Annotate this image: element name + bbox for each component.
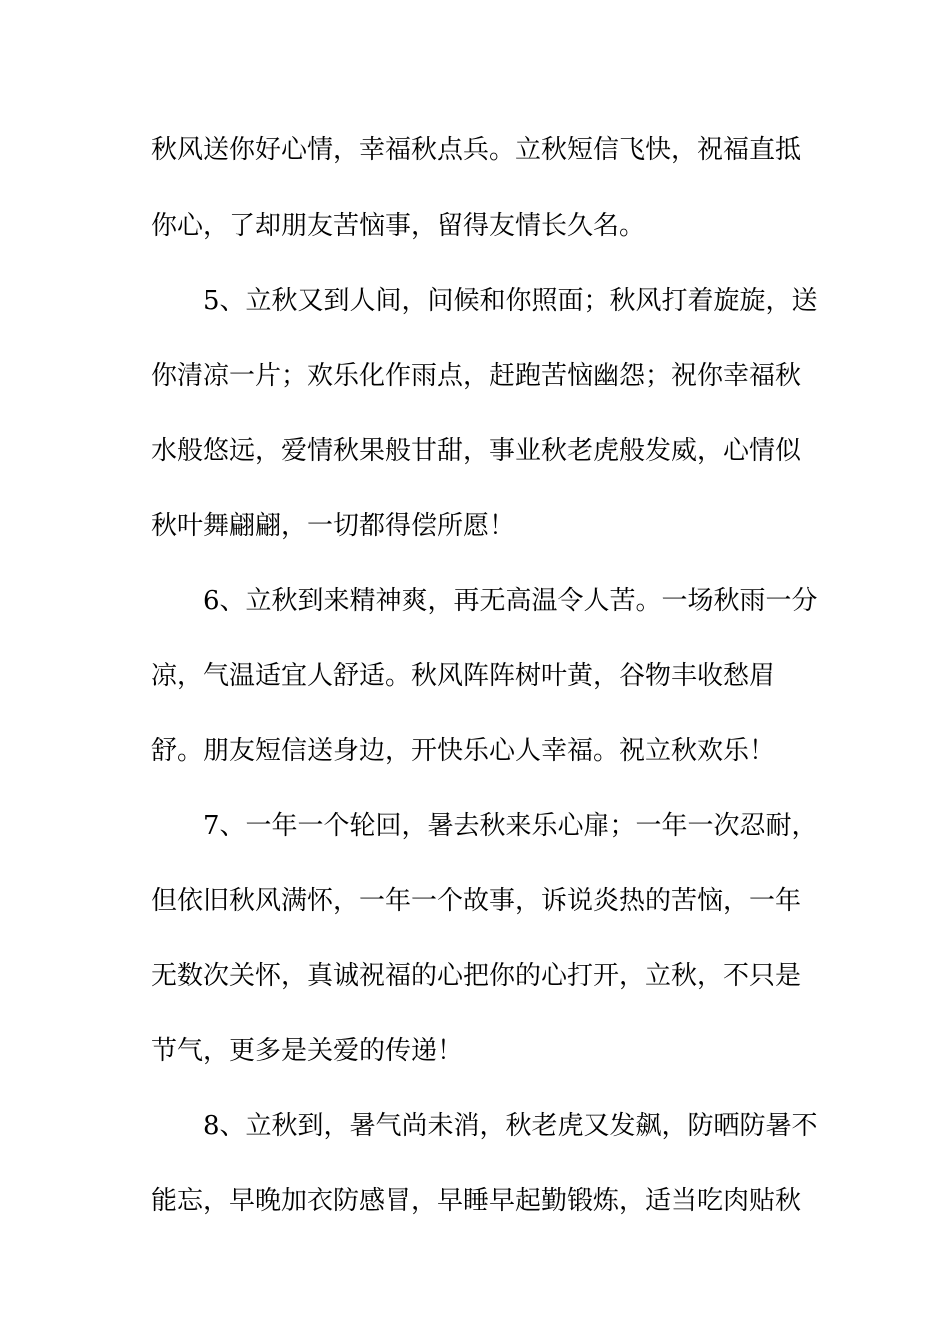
text-line: 舒。朋友短信送身边，开快乐心人幸福。祝立秋欢乐！	[151, 736, 776, 766]
paragraph-8-start: 8、立秋到，暑气尚未消，秋老虎又发飙，防晒防暑不	[203, 1111, 818, 1141]
text-line: 节气，更多是关爱的传递！	[151, 1036, 464, 1066]
text-line: 你心，了却朋友苦恼事，留得友情长久名。	[151, 211, 646, 241]
paragraph-7-start: 7、一年一个轮回，暑去秋来乐心扉；一年一次忍耐，	[203, 811, 818, 841]
paragraph-6-start: 6、立秋到来精神爽，再无高温令人苦。一场秋雨一分	[203, 586, 818, 616]
paragraph-5-start: 5、立秋又到人间，问候和你照面；秋风打着旋旋，送	[203, 286, 818, 316]
text-line: 秋风送你好心情，幸福秋点兵。立秋短信飞快，祝福直抵	[151, 135, 802, 165]
text-line: 能忘，早晚加衣防感冒，早睡早起勤锻炼，适当吃肉贴秋	[151, 1186, 802, 1216]
text-line: 无数次关怀，真诚祝福的心把你的心打开，立秋，不只是	[151, 961, 802, 991]
text-line: 凉，气温适宜人舒适。秋风阵阵树叶黄，谷物丰收愁眉	[151, 661, 776, 691]
text-line: 你清凉一片；欢乐化作雨点，赶跑苦恼幽怨；祝你幸福秋	[151, 361, 802, 391]
text-line: 秋叶舞翩翩，一切都得偿所愿！	[151, 511, 516, 541]
text-line: 水般悠远，爱情秋果般甘甜，事业秋老虎般发威，心情似	[151, 436, 802, 466]
text-line: 但依旧秋风满怀，一年一个故事，诉说炎热的苦恼，一年	[151, 886, 802, 916]
